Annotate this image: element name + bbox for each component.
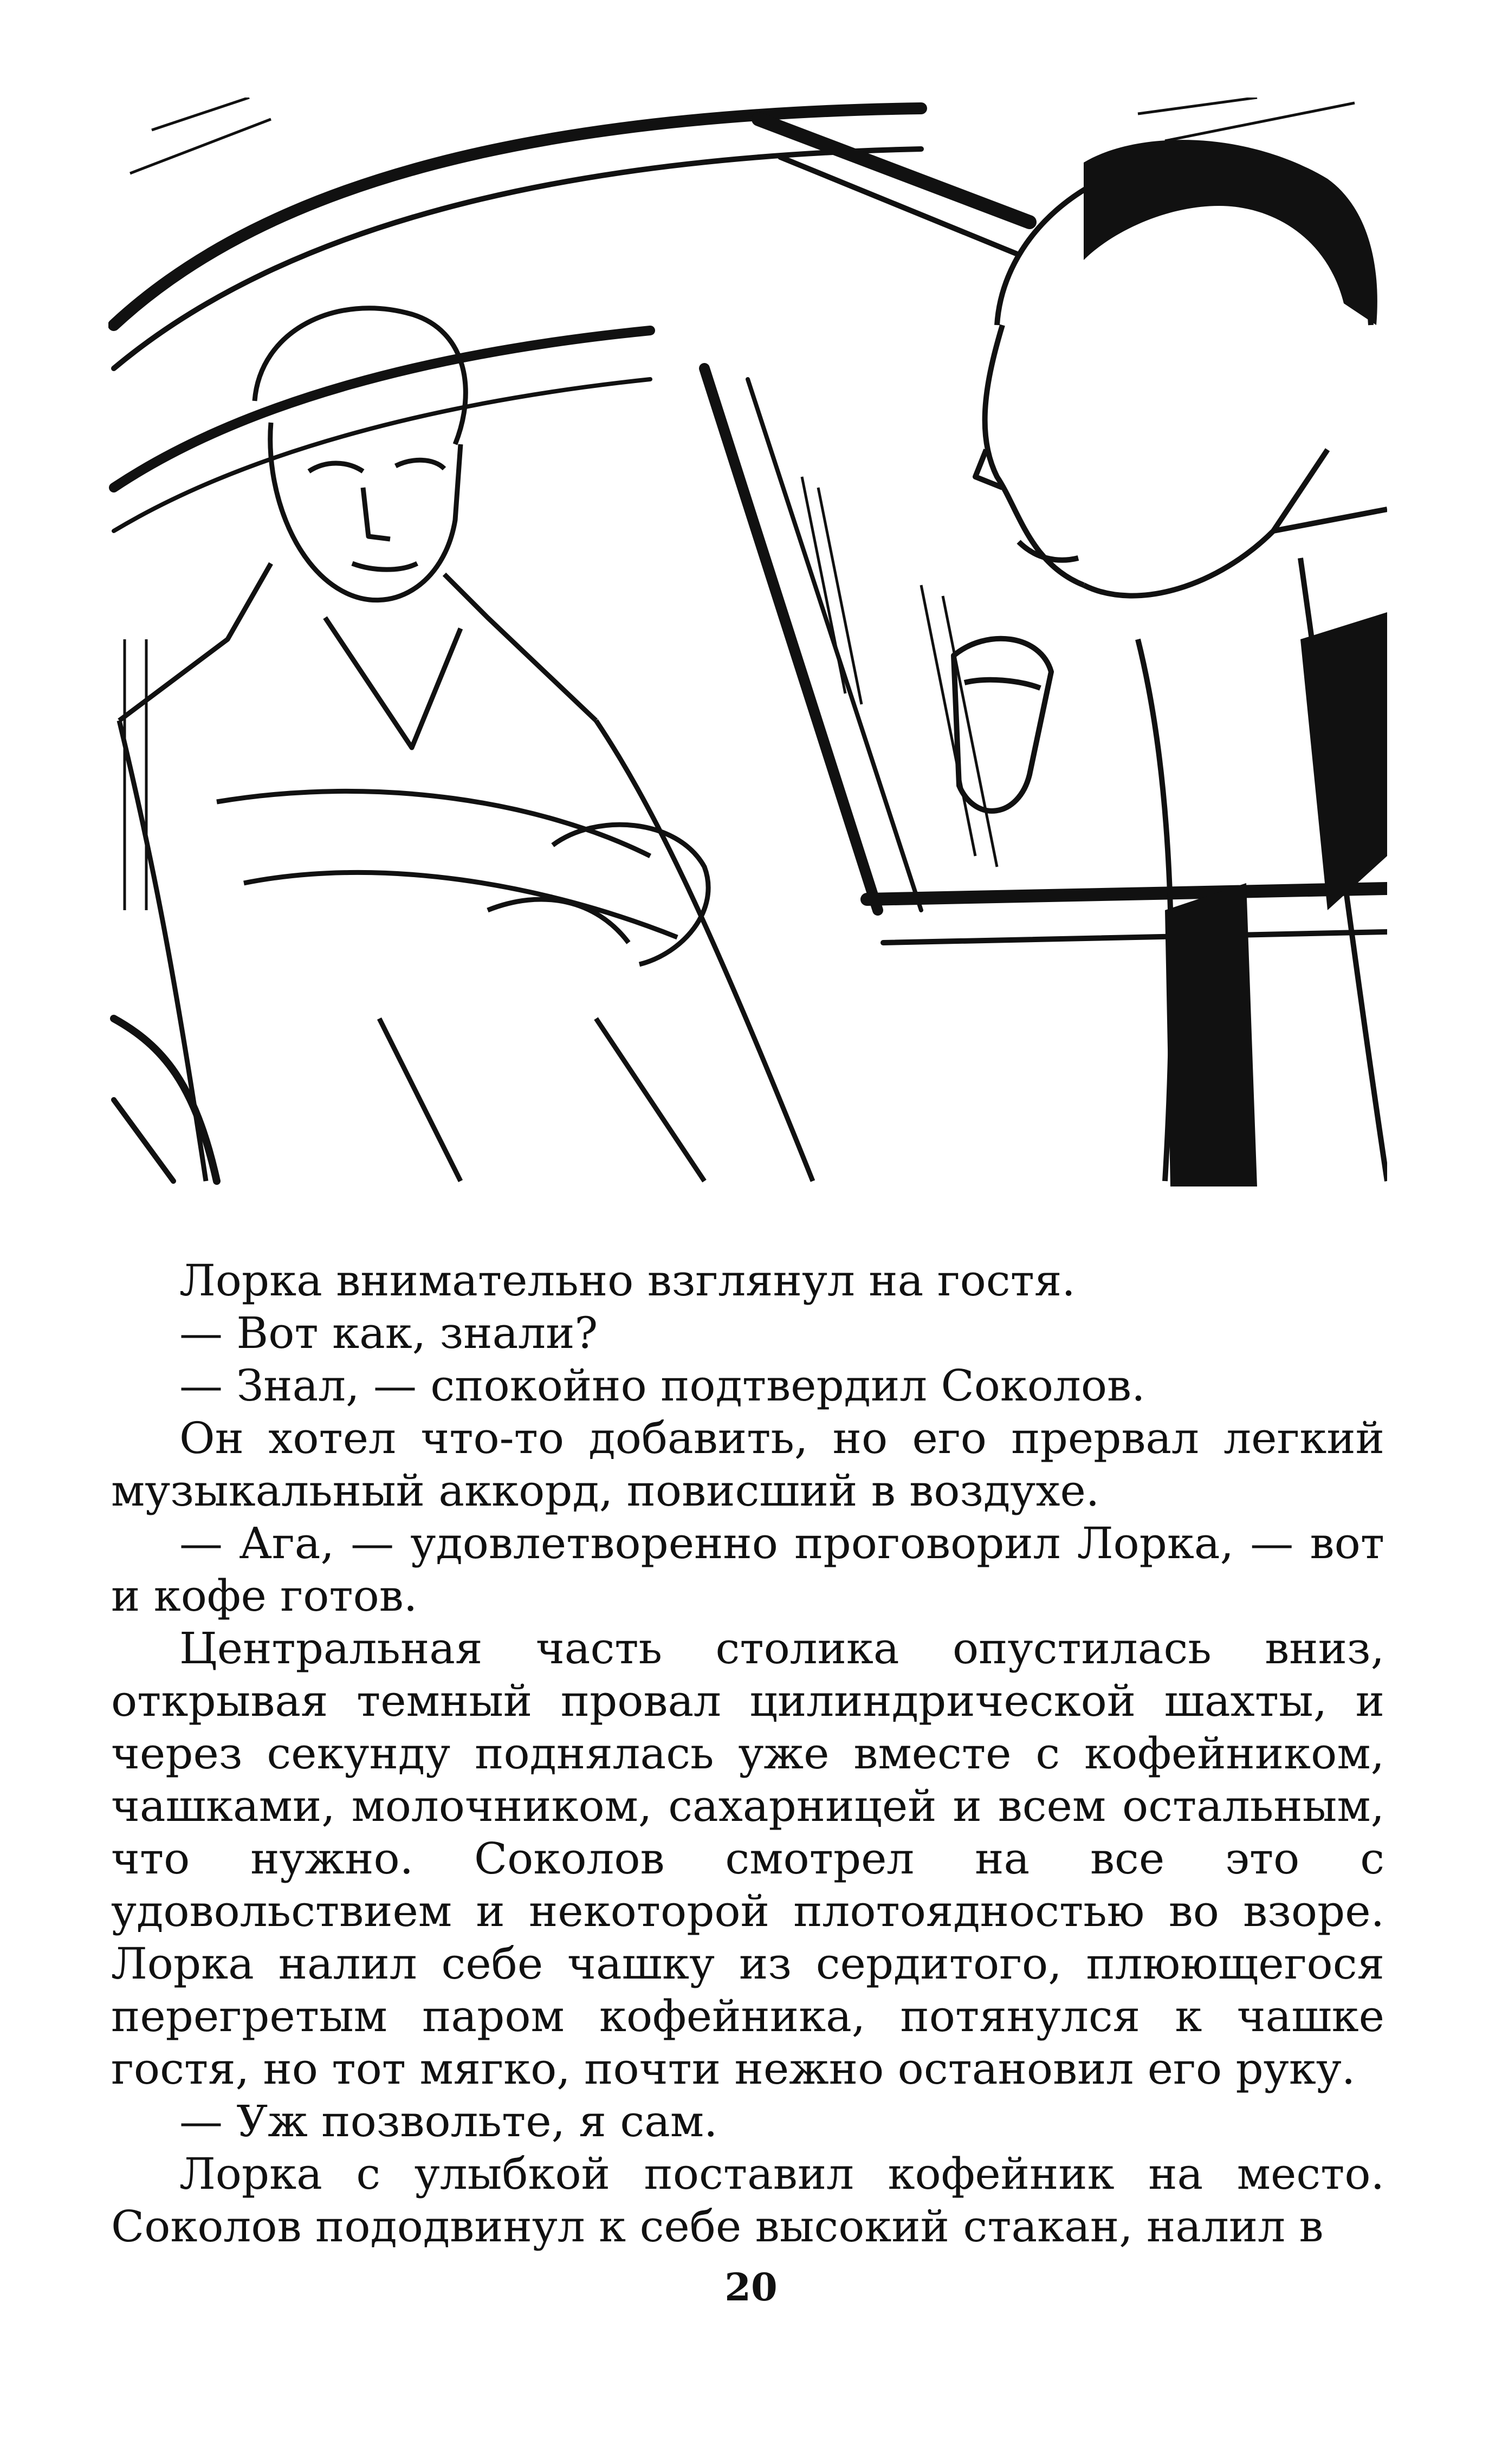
paragraph: Он хотел что-то добавить, но его прервал легкий музыкальный аккорд, повисший в воздухе. (111, 1413, 1384, 1516)
paragraph: — Ага, — удовлетворенно проговорил Лорка, — вот и кофе готов. (111, 1518, 1384, 1621)
story-text (111, 1254, 1384, 2253)
page-number: 20 (724, 2265, 778, 2310)
book-illustration-icon (108, 98, 1387, 1186)
paragraph: Лорка с улыбкой поставил кофейник на место. Соколов пододвинул к себе высокий стакан, налил в (111, 2149, 1384, 2252)
paragraph: — Уж позвольте, я сам. (179, 2096, 718, 2147)
paragraph: Центральная часть столика опустилась вниз, открывая темный провал цилиндрической шахты, и через секунду поднялась уже вместе с кофейником, чашками, молочником, сахарницей и всем остальным, что нужно. Соколов смотрел на все это с удовольствием и некоторой плотоядностью во взоре. Лорка налил себе чашку из сердитого, плюющегося перегретым паром кофейника, потянулся к чашке гостя, но тот мягко, почти нежно остановил его руку. (111, 1623, 1384, 2094)
illustration (108, 98, 1387, 1186)
paragraph: Лорка внимательно взглянул на гостя. (179, 1255, 1076, 1306)
paragraph: — Вот как, знали? (179, 1308, 598, 1358)
paragraph: — Знал, — спокойно подтвердил Соколов. (179, 1360, 1145, 1411)
